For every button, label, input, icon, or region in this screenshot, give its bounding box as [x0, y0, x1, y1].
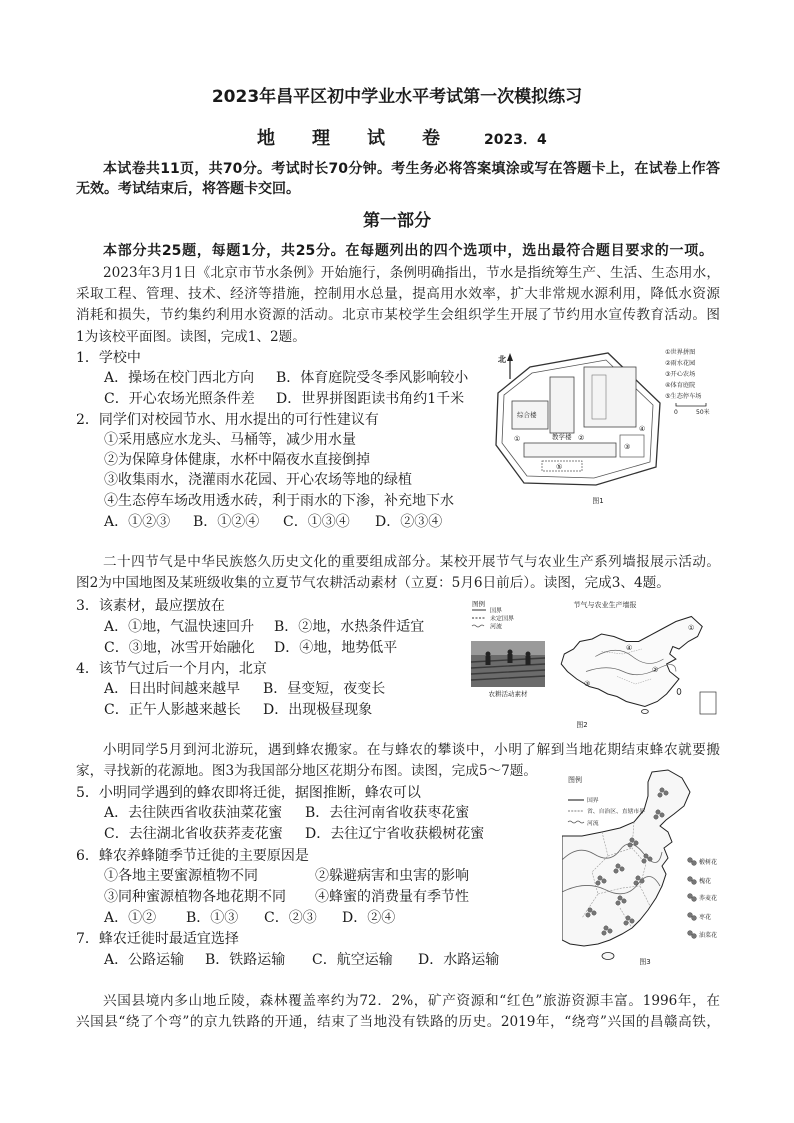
- passage-line: 2023年3月1日《北京市节水条例》开始施行，条例明确指出，节水是指统筹生产、生活、生态用水，: [103, 265, 720, 281]
- figure-caption: 图3: [639, 958, 651, 966]
- legend-item: 未定国界: [490, 615, 515, 623]
- answer-option: A．日出时间越来越早: [104, 681, 241, 697]
- flower-legend: [688, 858, 717, 939]
- taiwan-island: [677, 689, 681, 695]
- passage-line: 家，寻找新的花源地。图3为我国部分地区花期分布图。读图，完成5～7题。: [76, 763, 537, 779]
- north-arrow-head: [507, 353, 513, 361]
- photo-figure: [486, 656, 491, 665]
- legend-item: 国界: [490, 607, 503, 615]
- building-block: [524, 443, 616, 457]
- subject-title: 地理试卷: [257, 128, 477, 149]
- passage-line: 兴国县境内多山地丘陵，森林覆盖率约为72．2%，矿产资源和“红色”旅游资源丰富。1996年，在: [103, 993, 720, 1009]
- map-title: 节气与农业生产墙报: [573, 601, 637, 609]
- building-block: [550, 377, 574, 433]
- answer-option: B．②地，水热条件适宜: [274, 619, 425, 635]
- answer-option: C．去往湖北省收获荞麦花蜜: [104, 826, 283, 842]
- question-stem: 4．该节气过后一个月内，北京: [76, 661, 267, 677]
- flower-legend-label: 油菜花: [699, 932, 718, 939]
- passage-line: 采取工程、管理、技术、经济等措施，控制用水总量，提高用水效率，扩大非常规水源利用，降低水资源: [76, 286, 720, 302]
- answer-option: D．出现极昼现象: [263, 702, 373, 718]
- map-marker: ②: [652, 666, 659, 674]
- statement-item: ④蜂蜜的消费量有季节性: [315, 889, 469, 905]
- question-stem: 6．蜂农养蜂随季节迁徙的主要原因是: [76, 848, 309, 864]
- legend-item: 国界: [587, 798, 599, 804]
- answer-option: A．①②: [104, 910, 157, 926]
- photo-figure: [508, 654, 513, 663]
- map-marker: ③: [624, 443, 631, 451]
- answer-option: C．航空运输: [312, 952, 393, 968]
- answer-option: B．去往河南省收获枣花蜜: [305, 805, 470, 821]
- question-stem: 1．学校中: [76, 350, 141, 366]
- legend-item: ⑤生态停车场: [665, 393, 702, 400]
- figure-caption: 图1: [592, 497, 604, 505]
- answer-option: C．②③: [264, 910, 317, 926]
- scale-start: 0: [674, 409, 678, 416]
- answer-option: D．④地，地势低平: [274, 640, 398, 656]
- legend-item: ②雨水花园: [665, 360, 696, 367]
- passage-line: 图2为中国地图及某班级收集的立夏节气农耕活动素材（立夏：5月6日前后）。读图，完成3、4题。: [76, 575, 670, 591]
- exam-date: 2023．4: [484, 132, 547, 148]
- china-outline-icon: [561, 617, 702, 714]
- answer-option: B．铁路运输: [205, 952, 286, 968]
- map-border: [562, 770, 690, 946]
- answer-option: C．开心农场光照条件差: [104, 391, 255, 407]
- flower-legend-label: 枣花: [699, 914, 712, 921]
- figure-caption: 图2: [576, 721, 588, 729]
- legend-title: 图例: [472, 600, 485, 608]
- figure2-china-map: [466, 596, 720, 730]
- photo-caption: 农耕活动素材: [488, 690, 528, 698]
- answer-option: B．昼变短，夜变长: [263, 681, 386, 697]
- answer-option: A．操场在校门西北方向: [104, 370, 255, 386]
- question-stem: 7．蜂农迁徙时最适宜选择: [76, 931, 239, 947]
- map-marker: ①: [514, 435, 521, 443]
- answer-option: A．去往陕西省收获油菜花蜜: [104, 805, 283, 821]
- flower-legend-label: 椴树花: [699, 859, 718, 866]
- statement-item: ②为保障身体健康，水杯中隔夜水直接倒掉: [104, 452, 370, 468]
- map-marker: ⑤: [556, 463, 563, 471]
- answer-option: D．水路运输: [418, 952, 500, 968]
- question-stem: 2．同学们对校园节水、用水提出的可行性建议有: [76, 412, 379, 428]
- figure1-school-plan: [484, 343, 716, 508]
- answer-option: B．①②④: [193, 514, 260, 530]
- photo-figure: [486, 652, 491, 657]
- map-marker: ④: [626, 644, 633, 652]
- north-label: 北: [498, 355, 506, 364]
- flower-legend-label: 槐花: [699, 878, 712, 885]
- figure3-flowering-map: [562, 768, 720, 968]
- legend-item: ④体育庭院: [665, 382, 696, 389]
- photo-figure: [508, 650, 513, 655]
- instructions-line: 本试卷共11页，共70分。考试时长70分钟。考生务必将答案填涂或写在答题卡上，在试卷上作答: [103, 161, 720, 177]
- south-china-sea-inset: [700, 692, 716, 714]
- answer-option: A．①②③: [104, 514, 171, 530]
- answer-option: B．体育庭院受冬季风影响较小: [276, 370, 469, 386]
- part-note: 本部分共25题，每题1分，共25分。在每题列出的四个选项中，选出最符合题目要求的一项。: [103, 243, 713, 259]
- statement-item: ④生态停车场改用透水砖，利于雨水的下渗，补充地下水: [104, 493, 454, 509]
- instructions-line: 无效。考试结束后，将答题卡交回。: [76, 181, 300, 197]
- buckwheat-flower-icon: [688, 894, 697, 902]
- map-marker: ④: [639, 425, 646, 433]
- exam-title: 2023年昌平区初中学业水平考试第一次模拟练习: [211, 87, 583, 107]
- passage-line: 二十四节气是中华民族悠久历史文化的重要组成部分。某校开展节气与农业生产系列墙报展示活动。: [103, 554, 720, 570]
- answer-option: C．正午人影越来越长: [104, 702, 241, 718]
- river-symbol-icon: [472, 625, 484, 627]
- scale-bar-icon: [674, 403, 710, 416]
- statement-item: ③收集雨水，浇灌雨水花园、开心农场等地的绿植: [104, 472, 412, 488]
- scale-bar-line: [676, 403, 706, 406]
- answer-option: D．去往辽宁省收获椴树花蜜: [305, 826, 485, 842]
- answer-option: C．①③④: [283, 514, 350, 530]
- locust-flower-icon: [688, 877, 697, 885]
- map-marker: ①: [688, 624, 695, 632]
- building-label: 教学楼: [552, 433, 572, 441]
- legend-item: ①世界拼图: [665, 349, 696, 356]
- statement-item: ③同种蜜源植物各地花期不同: [104, 889, 286, 905]
- legend-item: 河流: [490, 623, 503, 631]
- map-marker: ②: [578, 434, 585, 442]
- answer-option: D．②④: [342, 910, 396, 926]
- scale-end: 50米: [696, 409, 710, 416]
- answer-option: B．①③: [186, 910, 239, 926]
- rapeseed-flower-icon: [688, 931, 697, 939]
- answer-option: D．世界拼图距读书角约1千米: [276, 391, 465, 407]
- linden-flower-icon: [688, 858, 697, 866]
- passage-line: 兴国县“绕了个弯”的京九铁路的开通，结束了当地没有铁路的历史。2019年，“绕弯”兴国的昌赣高铁，: [76, 1014, 720, 1030]
- legend-title: 图例: [568, 776, 582, 784]
- river-symbol-icon: [568, 821, 584, 823]
- question-stem: 5．小明同学遇到的蜂农即将迁徙，据图推断，蜂农可以: [76, 785, 421, 801]
- legend-item: 省、自治区、直辖市界: [587, 809, 645, 815]
- part-heading: 第一部分: [363, 211, 431, 231]
- farming-photo-icon: [471, 641, 545, 687]
- legend-item: 河流: [587, 821, 599, 827]
- legend-item: ③开心农场: [665, 371, 696, 378]
- statement-item: ②躲避病害和虫害的影响: [315, 868, 469, 884]
- answer-option: A．公路运输: [104, 952, 185, 968]
- photo-figure: [526, 656, 531, 665]
- north-arrow-icon: [498, 353, 513, 379]
- jujube-flower-icon: [688, 913, 697, 921]
- building-label: 综合楼: [517, 411, 537, 419]
- hainan-island: [641, 710, 648, 714]
- answer-option: D．②③④: [375, 514, 443, 530]
- statement-item: ①采用感应水龙头、马桶等，减少用水量: [104, 432, 356, 448]
- statement-item: ①各地主要蜜源植物不同: [104, 868, 258, 884]
- photo-figure: [526, 652, 531, 657]
- passage-line: 消耗和损失，节约集约利用水资源的活动。北京市某校学生会组织学生开展了节约用水宣传教育活动。图: [76, 307, 720, 323]
- answer-option: C．③地，冰雪开始融化: [104, 640, 255, 656]
- question-stem: 3．该素材，最应摆放在: [76, 598, 225, 614]
- hainan-island: [602, 953, 614, 960]
- flower-legend-label: 荞麦花: [699, 895, 718, 902]
- passage-line: 小明同学5月到河北游玩，遇到蜂农搬家。在与蜂农的攀谈中，小明了解到当地花期结束蜂农就要搬: [103, 742, 720, 758]
- map-marker: ③: [584, 680, 591, 688]
- passage-line: 1为该校平面图。读图，完成1、2题。: [76, 329, 306, 345]
- answer-option: A．①地，气温快速回升: [104, 619, 255, 635]
